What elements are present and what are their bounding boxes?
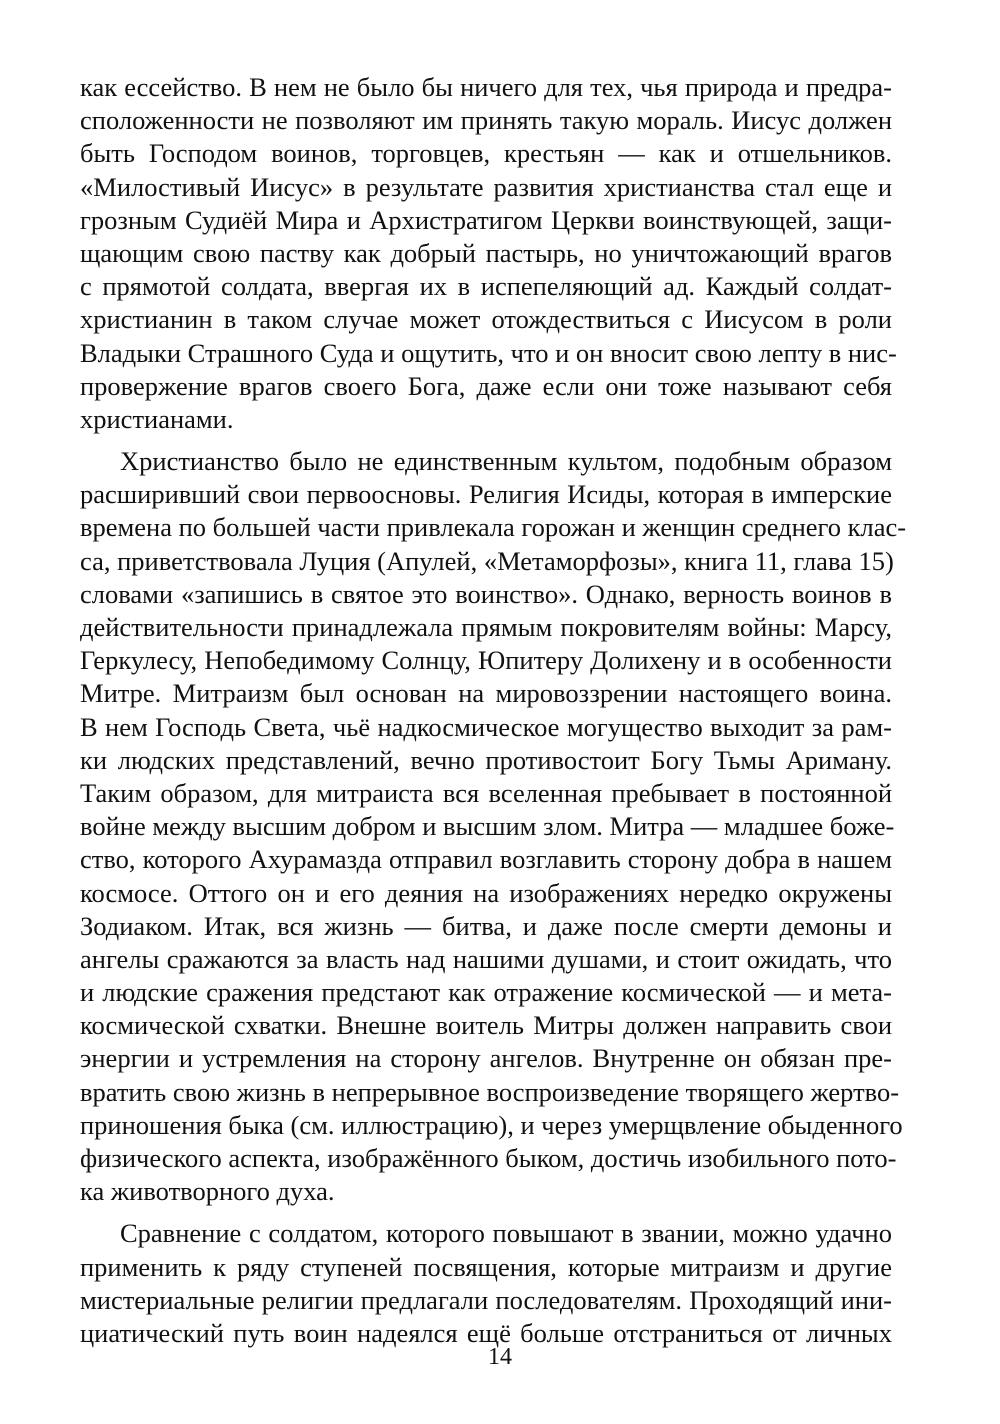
- text-line: как ессейство. В нем не было бы ничего для тех, чья природа и предра-: [80, 72, 892, 102]
- text-line: христианин в таком случае может отождествиться с Иисусом в роли: [80, 304, 892, 335]
- text-line: физического аспекта, изображённого быком, достичь изобильного пото-: [80, 1143, 897, 1173]
- text-line: словами «запишись в святое это воинство». Однако, верность воинов в: [80, 578, 892, 609]
- text-line: энергии и устремления на сторону ангелов. Внутренне он обязан пре-: [80, 1043, 892, 1074]
- text-line: Зодиаком. Итак, вся жизнь — битва, и даже после смерти демоны и: [80, 910, 892, 941]
- text-line: циатический путь воин надеялся ещё больше отстраниться от личных: [80, 1317, 892, 1348]
- text-line: войне между высшим добром и высшим злом. Митра — младшее боже-: [80, 811, 895, 842]
- paragraph: [80, 1217, 892, 1350]
- text-line: действительности принадлежала прямым покровителям войны: Марсу,: [80, 612, 892, 642]
- text-line: приношения быка (см. иллюстрацию), и через умерщвление обыденного: [80, 1109, 903, 1140]
- text-line: мистериальные религии предлагали последователям. Проходящий ини-: [80, 1284, 892, 1315]
- paragraph-gap: [80, 1208, 892, 1217]
- text-line: быть Господом воинов, торговцев, крестьян — как и отшельников.: [80, 138, 892, 169]
- text-line: ство, которого Ахурамазда отправил возглавить сторону добра в нашем: [80, 844, 892, 875]
- paragraph: [80, 71, 897, 436]
- text-line: космической схватки. Внешне воитель Митры должен направить свои: [80, 1010, 892, 1041]
- text-line: Сравнение с солдатом, которого повышают в звании, можно удачно: [120, 1218, 892, 1249]
- text-line: и людские сражения предстают как отражение космической — и мета-: [80, 977, 892, 1008]
- text-line: ангелы сражаются за власть над нашими душами, и стоит ожидать, что: [80, 943, 892, 974]
- text-line: Владыки Страшного Суда и ощутить, что и он вносит свою лепту в нис-: [80, 337, 897, 368]
- page-number: 14: [488, 1344, 512, 1370]
- text-line: провержение врагов своего Бога, даже если они тоже называют себя: [80, 370, 892, 401]
- text-line: ка животворного духа.: [80, 1176, 335, 1207]
- text-line: Геркулесу, Непобедимому Солнцу, Юпитеру Долихену и в особенности: [80, 645, 892, 676]
- text-line: грозным Судиёй Мира и Архистратигом Церкви воинствующей, защи-: [80, 204, 892, 235]
- text-line: космосе. Оттого он и его деяния на изображениях нередко окружены: [80, 877, 892, 908]
- text-line: В нем Господь Света, чьё надкосмическое могущество выходит за рам-: [80, 711, 892, 742]
- paragraph: [80, 445, 907, 1208]
- text-line: расширивший свои первоосновы. Религия Исиды, которая в имперские: [80, 479, 892, 510]
- text-line: ки людских представлений, вечно противостоит Богу Тьмы Ариману.: [80, 744, 892, 775]
- paragraph-gap: [80, 436, 892, 445]
- text-line: с прямотой солдата, ввергая их в испепеляющий ад. Каждый солдат-: [80, 271, 892, 302]
- text-line: «Милостивый Иисус» в результате развития христианства стал еще и: [80, 171, 892, 202]
- text-line: са, приветствовала Луция (Апулей, «Метаморфозы», книга 11, глава 15): [80, 545, 894, 576]
- text-line: вратить свою жизнь в непрерывное воспроизведение творящего жертво-: [80, 1076, 900, 1107]
- text-line: Таким образом, для митраиста вся вселенная пребывает в постоянной: [80, 777, 892, 808]
- body-text: [80, 71, 907, 1350]
- text-line: щающим свою паству как добрый пастырь, но уничтожающий врагов: [80, 237, 892, 268]
- text-line: применить к ряду ступеней посвящения, которые митраизм и другие: [80, 1251, 892, 1282]
- text-line: сположенности не позволяют им принять такую мораль. Иисус должен: [80, 105, 892, 136]
- text-line: Митре. Митраизм был основан на мировоззрении настоящего воина.: [80, 678, 892, 709]
- text-line: времена по большей части привлекала горожан и женщин среднего клас-: [80, 512, 907, 543]
- text-line: Христианство было не единственным культом, подобным образом: [120, 446, 892, 477]
- text-line: христианами.: [80, 403, 234, 434]
